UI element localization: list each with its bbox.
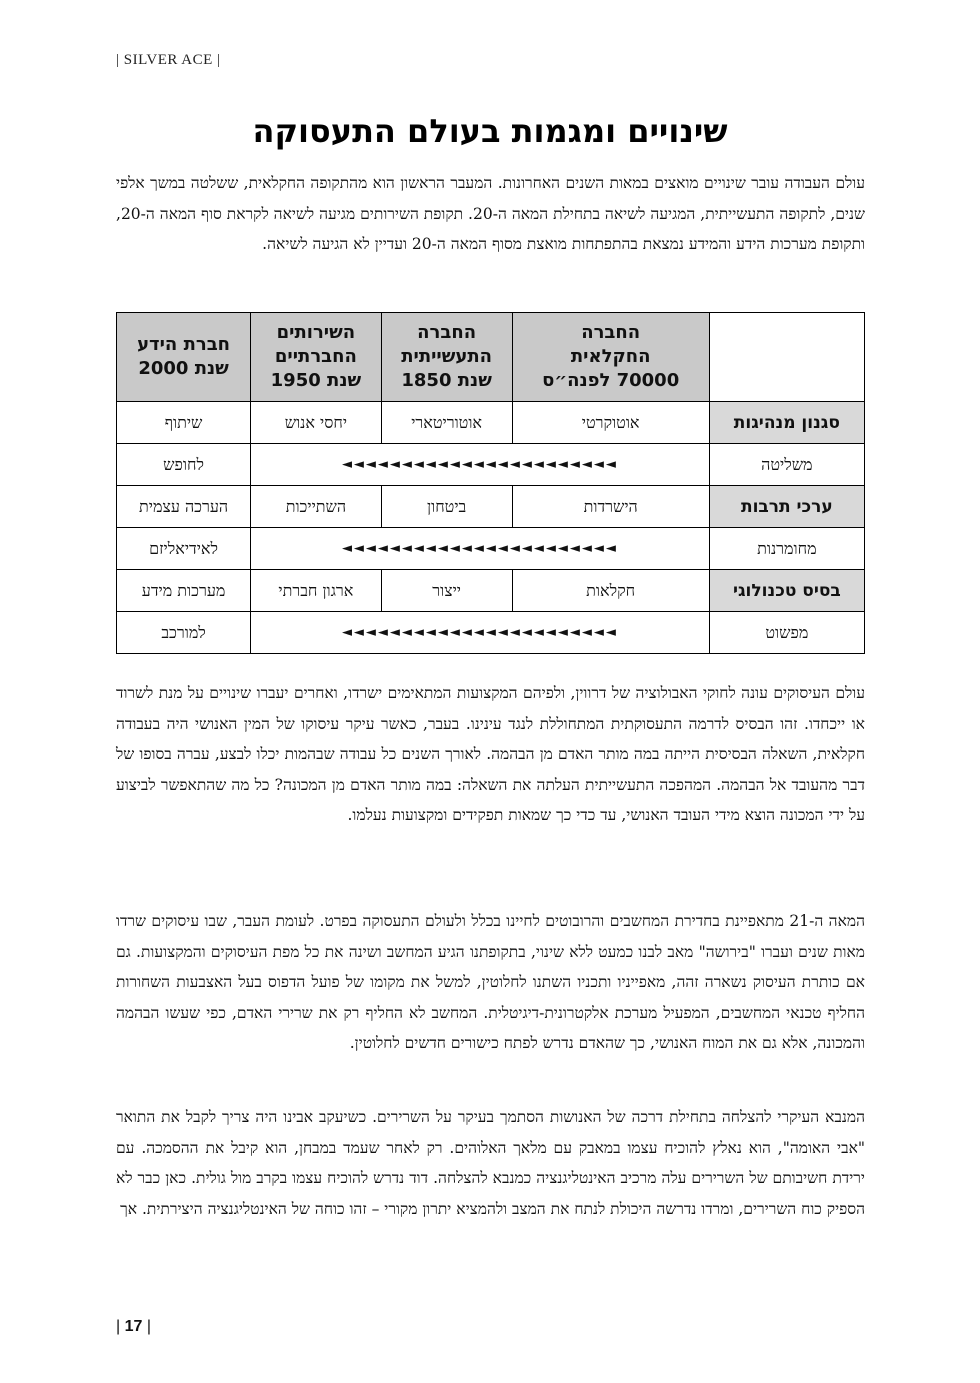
paragraph-intro: עולם העבודה עובר שינויים מואצים במאות השנים האחרונות. המעבר הראשון הוא מהתקופה החקלאית, ששלטה במשך אלפי שנים, לתקופה התעשייתית, המגיעה לשיאה בתחילת המאה ה-20. תקופת השירותים מגיעה לשיאה לקראת סוף המאה ה-20, ותקופת מערכות הידע והמידע נמצאת בהתפתחות מואצת מסוף המאה ה-20 ועדיין לא הגיעה לשיאה. [116, 174, 866, 253]
table-corner-cell [709, 313, 864, 402]
table-row-culture-trend [117, 528, 865, 570]
table-cell: יחסי אנוש [251, 402, 382, 444]
table-cell: חקלאות [512, 570, 709, 612]
page-title: שינויים ומגמות בעולם התעסוקה [252, 112, 728, 150]
table-row-technology [117, 570, 865, 612]
table-row-leadership [117, 402, 865, 444]
table-cell: ארגון חברתי [251, 570, 382, 612]
table-cell: אוטוריטארי [381, 402, 512, 444]
header-industrial-society: החברה התעשייתית שנת 1850 [381, 313, 512, 402]
table-header-row [117, 313, 865, 402]
paragraph-predictors: המנבא העיקרי להצלחה בתחילת דרכה של האנושות הסתמך בעיקר על השרירים. כשיעקב אבינו היה צריך לקבל את התואר "אבי האומה", הוא נאלץ להוכיח עצמו במאבק עם מלאך האלוהים. רק לאחר שעמד במבחן, הוא קיבל את ההסמכה. עם ירידת חשיבותם של השרירים עלה מרכיב האינטליגנציה כמנבא להצלחה. דוד נדרש להוכיח עצמו בקרב מול גולית. כאן כבר לא הספיק כוח השרירים, ומרדו נדרשה היכולת לנתח את המצב ולהמציא יתרון מקורי – זהו כוחה של האינטליגנציה היצירתית. אך [116, 1108, 865, 1218]
row-label-culture: ערכי תרבות [709, 486, 864, 528]
trend-from: משליטה [709, 444, 864, 486]
paragraph-evolution: עולם העיסוקים עונה לחוקי האבולוציה של דרווין, ולפיהם המקצועות המתאימים ישרדו, ואחרים יעברו שינויים על מנת לשרוד או ייכחדו. זהו הבסיס לדרמה התעסוקתית המתחוללת לנגד עינינו. בעבר, כאשר עיקר עיסוקו של המין האנושי היה בעבודה חקלאית, השאלה הבסיסית הייתה במה מותר האדם מן הבהמה. לאורך השנים כל עבודה שבהמות יכלו לבצע, עברה בסופו של דבר מהעובד אל הבהמה. המהפכה התעשייתית העלתה את השאלה: במה מותר האדם מן המכונה? כל מה שהתאפשר לביצוע על ידי המכונה הוצא מידי העובד האנושי, עד כדי כך שמאות תפקידים ומקצועות נעלמו. [116, 684, 865, 824]
header-agricultural-society: החברה החקלאית 70000 לפנה״ס [512, 313, 709, 402]
table-row-leadership-trend [117, 444, 865, 486]
page-number: | 17 | [116, 1318, 152, 1335]
table-cell: ביטחון [381, 486, 512, 528]
table-cell: מערכות מידע [117, 570, 251, 612]
running-header: | SILVER ACE | [116, 52, 221, 68]
trend-arrows-icon: ◄◄◄◄◄◄◄◄◄◄◄◄◄◄◄◄◄◄◄◄◄◄◄ [251, 528, 710, 570]
eras-comparison-table [116, 312, 865, 654]
row-label-leadership: סגנון מנהיגות [709, 402, 864, 444]
table-row-culture [117, 486, 865, 528]
header-service-society: השירותים החברתיים שנת 1950 [251, 313, 382, 402]
trend-from: מפשוט [709, 612, 864, 654]
trend-to: לאידיאליזם [117, 528, 251, 570]
table-row-technology-trend [117, 612, 865, 654]
trend-to: למורכב [117, 612, 251, 654]
row-label-technology: בסיס טכנולוגי [709, 570, 864, 612]
table-cell: הערכה עצמית [117, 486, 251, 528]
trend-arrows-icon: ◄◄◄◄◄◄◄◄◄◄◄◄◄◄◄◄◄◄◄◄◄◄◄ [251, 444, 710, 486]
trend-from: מחומרנות [709, 528, 864, 570]
table-cell: ייצור [381, 570, 512, 612]
header-knowledge-society: חברת הידע שנת 2000 [117, 313, 251, 402]
table-cell: השתייכות [251, 486, 382, 528]
table-cell: שיתוף [117, 402, 251, 444]
table-cell: אוטוקרטי [512, 402, 709, 444]
table-cell: הישרדות [512, 486, 709, 528]
paragraph-21st-century: המאה ה-21 מתאפיינת בחדירת המחשבים והרובוטים לחיינו בכלל ולעולם התעסוקה בפרט. לעומת העבר, שבו עיסוקים שרדו מאות שנים ועברו "בירושה" מאב לבנו כמעט ללא שינוי, בתקופתנו הגיע המחשב ושינה את כל מפת העיסוקים והמקצועות. גם אם כותרת העיסוק נשארה זהה, מאפייניו ותכניו השתנו לחלוטין, למשל את מקומו של פועל הדפוס בעל האצבעות השחורות החליף טכנאי המחשבים, המפעיל מערכת אלקטרונית-דיגיטלית. המחשב לא החליף רק את שרירי האדם, כפי שעשו הבהמה והמכונה, אלא גם את המוח האנושי, כך שהאדם נדרש לפתח כישורים חדשים לחלוטין. [116, 912, 865, 1052]
trend-arrows-icon: ◄◄◄◄◄◄◄◄◄◄◄◄◄◄◄◄◄◄◄◄◄◄◄ [251, 612, 710, 654]
trend-to: לחופש [117, 444, 251, 486]
